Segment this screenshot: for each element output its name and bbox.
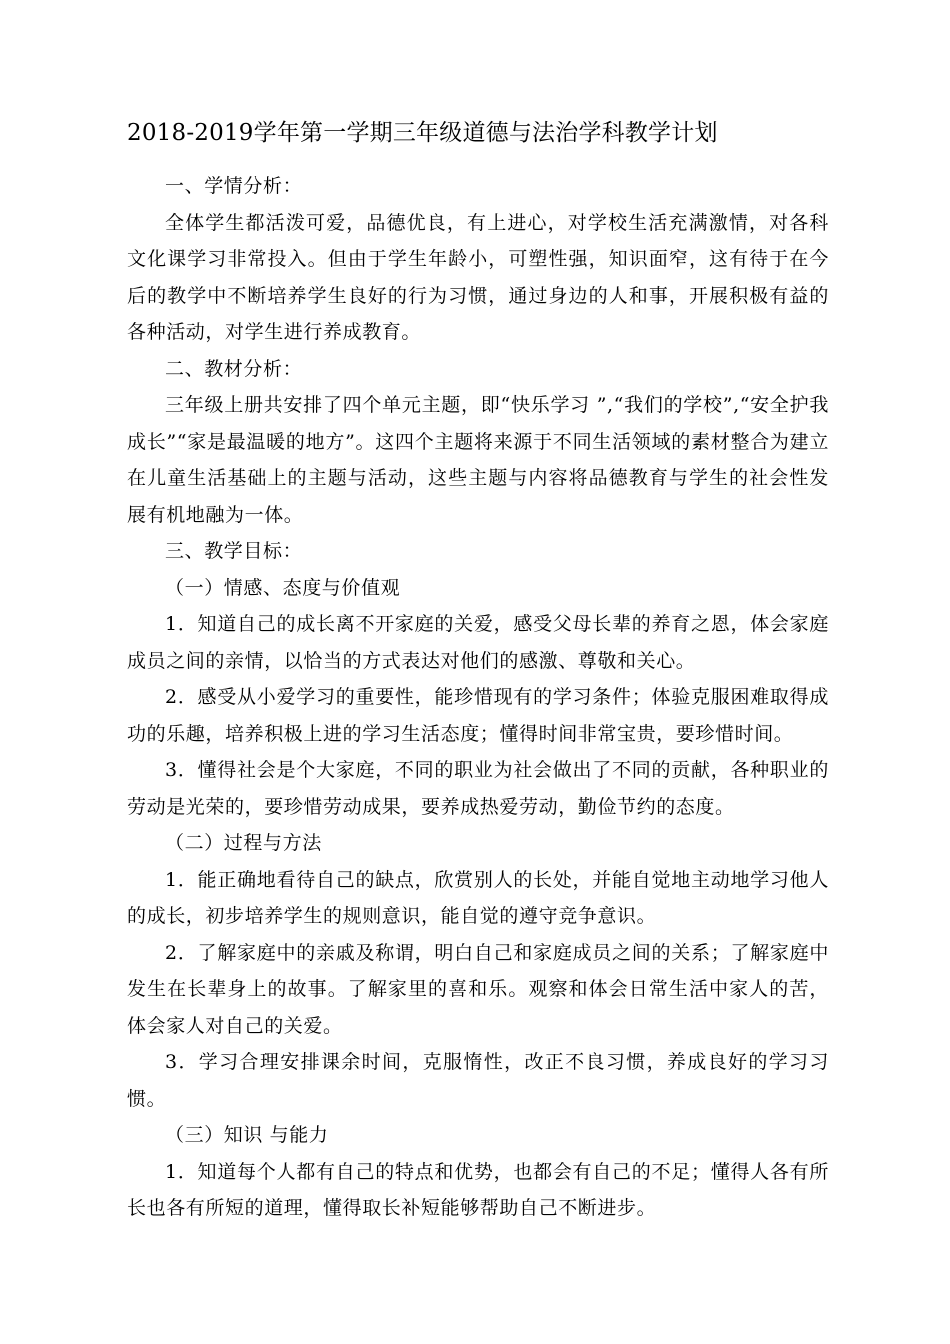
paragraph-textbook-analysis: 三年级上册共安排了四个单元主题，即“快乐学习 ”,“我们的学校”,“安全护我成长”“家是最温暖的地方”。这四个主题将来源于不同生活领域的素材整合为建立在儿童生活基础上的主题与活动，这些主题与内容将品德教育与学生的社会性发展有机地融为一体。	[127, 394, 829, 526]
subheading-process-method: （二）过程与方法	[165, 832, 322, 854]
section-heading-learning-analysis: 一、学情分析：	[165, 175, 303, 197]
document-body	[127, 112, 829, 1227]
subheading-knowledge-ability: （三）知识 与能力	[165, 1124, 329, 1146]
section-heading-teaching-goals: 三、教学目标：	[165, 540, 303, 562]
goal-item: 1．能正确地看待自己的缺点，欣赏别人的长处，并能自觉地主动地学习他人的成长，初步培养学生的规则意识，能自觉的遵守竞争意识。	[127, 868, 829, 927]
goal-item: 1．知道每个人都有自己的特点和优势，也都会有自己的不足；懂得人各有所长也各有所短的道理，懂得取长补短能够帮助自己不断进步。	[127, 1160, 829, 1219]
document-title: 2018-2019学年第一学期三年级道德与法治学科教学计划	[127, 120, 718, 146]
subheading-emotion-attitude-values: （一）情感、态度与价值观	[165, 576, 401, 599]
paragraph-learning-analysis: 全体学生都活泼可爱，品德优良，有上进心，对学校生活充满激情，对各科文化课学习非常投入。但由于学生年龄小，可塑性强，知识面窄，这有待于在今后的教学中不断培养学生良好的行为习惯，通过身边的人和事，开展积极有益的各种活动，对学生进行养成教育。	[127, 211, 829, 343]
goal-item: 3．学习合理安排课余时间，克服惰性，改正不良习惯，养成良好的学习习惯。	[127, 1051, 829, 1110]
section-heading-textbook-analysis: 二、教材分析：	[165, 357, 303, 380]
goal-item: 2．了解家庭中的亲戚及称谓，明白自己和家庭成员之间的关系；了解家庭中发生在长辈身上的故事。了解家里的喜和乐。观察和体会日常生活中家人的苦，体会家人对自己的关爱。	[127, 941, 829, 1037]
goal-item: 1．知道自己的成长离不开家庭的关爱，感受父母长辈的养育之恩，体会家庭成员之间的亲情，以恰当的方式表达对他们的感激、尊敬和关心。	[127, 613, 829, 672]
goal-item: 2．感受从小爱学习的重要性，能珍惜现有的学习条件；体验克服困难取得成功的乐趣，培养积极上进的学习生活态度；懂得时间非常宝贵，要珍惜时间。	[127, 686, 829, 745]
goal-item: 3．懂得社会是个大家庭，不同的职业为社会做出了不同的贡献，各种职业的劳动是光荣的，要珍惜劳动成果，要养成热爱劳动，勤俭节约的态度。	[127, 759, 829, 818]
